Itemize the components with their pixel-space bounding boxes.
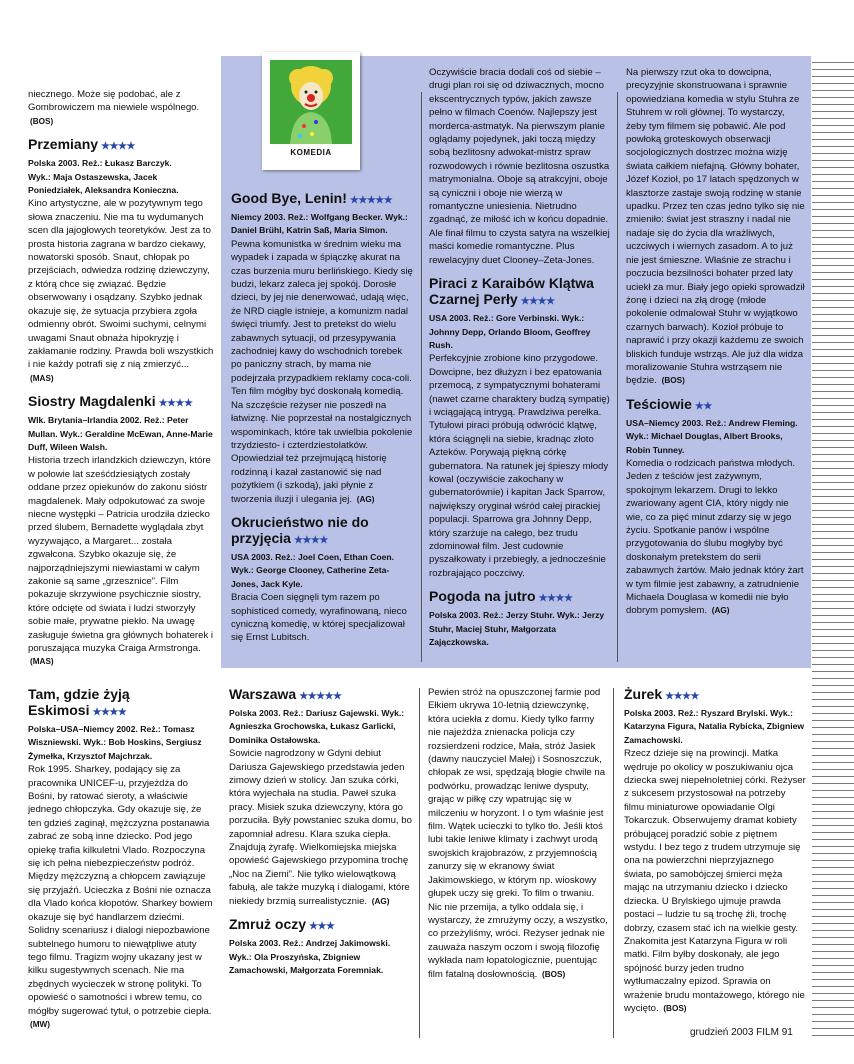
review-title: Good Bye, Lenin! ★★★★★ <box>231 190 393 206</box>
review-title: Teściowie ★★ <box>626 395 712 412</box>
author-tag: (BOS) <box>542 969 566 979</box>
rating-stars: ★★★★ <box>158 398 193 410</box>
review-meta: Wlk. Brytania–Irlandia 2002. Reż.: Peter Mullan. Wyk.: Geraldine McEwan, Anne-Marie Duff, Wileen Walsh. <box>28 415 213 452</box>
review-meta: Polska 2003. Reż.: Jerzy Stuhr. Wyk.: Jerzy Stuhr, Maciej Stuhr, Małgorzata Zajączkowska. <box>429 610 605 648</box>
column-divider <box>421 92 422 662</box>
author-tag: (BOS) <box>30 116 54 126</box>
intro-text: niecznego. Może się podobać, ale z Gombrowiczem ma niewiele wspólnego. <box>28 89 200 114</box>
review-body: Bracia Coen sięgnęli tym razem po sophisticed comedy, wyrafinowaną, nieco cyniczną komedię, w której specjalizował się Ernst Lubitsch. <box>231 592 407 644</box>
review-body: Na pierwszy rzut oka to dowcipna, precyzyjnie skonstruowana i sprawnie opowiedziana komedia w stylu Stuhra ze Stuhrem w roli głównej. To wystarczy, żeby tym filmem się pobawić. Ale pod powłoką groteskowych obserwacji socjologicznych dostrzec można wizję świata całkiem niefajną. Główny bohater, Józef Kozioł, po 17 latach spędzonych w klasztorze zastaje swoją rodzinę w stanie upadku. Przez ten czas jedno tylko się nie zmieniło: świat jest straszny i nadal nie nadaje się do życia dla wrażliwych, uczciwych i wiernych zasadom. A to już nie jest śmieszne. Właśnie ze strachu i poczucia bezsilności bohater przed laty uciekł za mur. Biały jego opieki sprowadził żonę i dzieci na złą drogę (młode pokolenie odmalował Stuhr w wyjątkowo czarnych barwach). Kozioł próbuje to naprawić i przy okazji każdemu ze swoich bliskich funduje wstrząs. Ale już dla widza moralizowanie Stuhra wstrząsem nie będzie. <box>626 67 805 387</box>
review-meta: Polska 2003. Reż.: Łukasz Barczyk. <box>28 158 172 169</box>
review-meta: Wyk.: Maja Ostaszewska, Jacek Poniedziałek, Aleksandra Konieczna. <box>28 171 179 196</box>
review-title: Żurek ★★★★ <box>624 686 699 702</box>
column-3 <box>429 66 611 649</box>
author-tag: (AG) <box>711 606 730 616</box>
review-meta: Polska–USA–Niemcy 2002. Reż.: Tomasz Wiszniewski. Wyk.: Bob Hoskins, Sergiusz Żymełka, Krzysztof Majchrzak. <box>28 724 202 761</box>
author-tag: (AG) <box>356 494 375 504</box>
review-meta: Polska 2003. Reż.: Ryszard Brylski. Wyk.: Katarzyna Figura, Natalia Rybicka, Zbigniew Zamachowski. <box>624 708 805 745</box>
review-title: Tam, gdzie żyją Eskimosi ★★★★ <box>28 686 130 718</box>
review-body: Pewien stróż na opuszczonej farmie pod Ełkiem ukrywa 10-letnią dziewczynkę, która uciekła z domu. Kiedy tylko farmy nie najeżdża znienacka policja czy rozsierdzeni rodzice, Mała, stróż Jasiek (dawny nauczyciel Małej) i Sosnoszczuk, chłopak ze wsi, spędzają błogie chwile na podwórku, prowadząc leniwe dysputy, grając w piłkę czy wpatrując się w milczeniu w horyzont. I o tym właśnie jest film. Wątek ucieczki to tylko tło. Jeśli ktoś lubi takie leniwe klimaty i zachwyt urodą swojskich krajobrazów, z przyjemnością zanurzy się w ekranowy świat Jakimowskiego, w którym np. wioskowy głupek uczy się greki. To film o trwaniu. Nic nie przemija, a tylko oddala się, i wystarczy, że zmrużymy oczy, a wszystko, co przeżyliśmy, wróci. Reżyser jednak nie zauważa naszym oczom i swoją filozofię wykłada nam łopatologicznie, puentując film fatalną dosłownością. <box>428 687 608 980</box>
author-tag: (MW) <box>30 1019 51 1029</box>
review-body: Perfekcyjnie zrobione kino przygodowe. Dowcipne, bez dłużyzn i bez epatowania przemocą, z sympatycznymi bohaterami (nawet czarne charaktery budzą sympatię) i wciągającą intrygą. Prawdziwa perełka. Tytułowi piraci próbują odwrócić klątwę, która ściągnęli na siebie, kradnąc złoto Azteków. Porywają piękną córkę gubernatora. Na ratunek jej śpieszy młody kowal (oczywiście zakochany w gubernatorównie) i kapitan Jack Sparrow, największy oryginał wśród całej pirackiej populacji. Sparrowa gra Johnny Depp, który szarżuje na całego, bez trudu zdominował film. Jest cudownie pyszałkowaty i przebiegły, a jednocześnie rozbrajająco poczciwy. <box>429 353 610 579</box>
rating-stars: ★★★★ <box>665 691 699 702</box>
column-b2 <box>229 686 413 977</box>
review-title: Piraci z Karaibów Klątwa Czarnej Perły ★★★★ <box>429 275 594 308</box>
column-divider <box>617 92 618 662</box>
rating-stars: ★★★ <box>309 921 335 933</box>
comedy-polaroid <box>262 52 360 170</box>
review-body: Pewna komunistka w średnim wieku ma wypadek i zapada w śpiączkę akurat na czas burzenia muru berlińskiego. Kiedy się budzi, lekarz zaleca jej spokój. Dorosłe dzieci, by jej nie denerwować, udają więc, że NRD ciągle istnieje, a komunizm nadal święci triumfy. Jest to pretekst do wielu zabawnych sytuacji, od przesypywania zachodniej kawy do wschodnich torebek po paniczny strach, by mama nie podejrzała przypadkiem reklamy coca-coli. Ten film mógłby być doskonałą komedią. Na szczęście reżyser nie poszedł na łatwiznę. Nie poprzestał na nostalgicznych wspominkach, które tak uwielbia pokolenie trzydziesto- i czterdziestolatków. Opowiedział też przejmującą historię rodzinną i kazał zastanowić się nad pożytkiem (i szkodą), jaki płynie z tworzenia iluzji i ulegania jej. <box>231 238 413 505</box>
review-body: Rok 1995. Sharkey, podający się za pracownika UNICEF-u, przyjeżdża do Bośni, by ratować sieroty, a właściwie jednego chłopczyka. Gdy okazuje się, że ten gdzieś zaginął, mężczyzna postanawia zabrać ze sobą inne dziecko. Pod jego opiekę trafia kilkuletni Vlado. Rozpoczyna się ich pełna niebezpieczeństw podróż. Między mężczyzną a chłopcem zawiązuje się przyjaźń. Ucieczka z Bośni nie oznacza dla Vlado końca kłopotów. Sharkey bowiem okazuje się być handlarzem dziećmi. Solidny scenariusz i dialogi niepozbawione subtelnego humoru to niewątpliwe atuty tego filmu. Tragizm wojny ukazany jest w kilku sugestywnych scenach. Nie ma zbędnych wycieczek w stronę polityki. To opowieść o samotności i wbrew temu, co mógłby sugerować tytuł, o potrzebie ciepła. <box>28 764 213 1017</box>
rating-stars: ★★★★ <box>520 296 555 308</box>
rating-stars: ★★★★ <box>101 141 135 153</box>
column-2 <box>231 190 413 645</box>
column-b3 <box>428 686 608 981</box>
review-meta: USA–Niemcy 2003. Reż.: Andrew Fleming. Wyk.: Michael Douglas, Albert Brooks, Robin Tunney. <box>626 417 798 455</box>
author-tag: (BOS) <box>661 376 685 386</box>
review-meta: USA 2003. Reż.: Gore Verbinski. Wyk.: Johnny Depp, Orlando Bloom, Geoffrey Rush. <box>429 313 591 350</box>
author-tag: (BOS) <box>663 1003 687 1013</box>
review-body: Sowicie nagrodzony w Gdyni debiut Dariusza Gajewskiego przedstawia jeden zimowy dzień w stolicy. Jan szuka córki, która wyjechała na studia. Paweł szuka pracy. Misiek szuka dziewczyny, która go porzuciła. Były powstaniec szuka domu, bo zapomniał adresu. Klara szuka ciepła. Znajdują żyrafę. Wielkomiejska miejska opowieść Gajewskiego przypomina trochę „Noc na Ziemi”. Nie tylko wielowątkową fabułą, ale także muzyką i dialogami, które niekiedy brzmią surrealistycznie. <box>229 748 412 907</box>
review-body: Kino artystyczne, ale w pozytywnym tego słowa znaczeniu. Nie ma tu wydumanych scen dla jajogłowych teoretyków. Jest za to prosta historia zagrana w bardzo ciekawy, nowatorski sposób. Snaut, chłopak po przejściach, odwiedza rodzinę dziewczyny, z którą chce się związać. Będzie obserwowany i osądzany. Szybko jednak okazuje się, że sytuacja przybiera zgoła odmienny obrót. Swoimi suchymi, celnymi uwagami Snaut obnaża hipokryzję i zakłamanie rodziny. Prawda boli wszystkich i nie każdy potrafi się z nią zmierzyć... <box>28 198 214 371</box>
review-title: Zmruż oczy ★★★ <box>229 916 335 933</box>
author-tag: (AG) <box>371 896 390 906</box>
rating-stars: ★★★★★ <box>349 195 393 206</box>
review-title: Warszawa ★★★★★ <box>229 686 342 702</box>
column-b1 <box>28 686 214 1031</box>
column-divider <box>613 688 614 1038</box>
review-meta: USA 2003. Reż.: Joel Coen, Ethan Coen. Wyk.: George Clooney, Catherine Zeta-Jones, Jack Kyle. <box>231 551 394 589</box>
column-1 <box>28 88 214 669</box>
rating-stars: ★★★★ <box>293 534 328 546</box>
review-body: Komedia o rodzicach państwa młodych. Jeden z teściów jest zażywnym, spokojnym lekarzem. Drugi to lekko zwariowany agent CIA, który nigdy nie wie, co za pięć minut zdarzy się w jego życiu. Spotkanie panów i wspólne przygotowania do ślubu mogłyby być doskonałym pretekstem do serii zabawnych żartów. Mało jednak który żart w tym filmie jest zabawny, a zatrudnienie Michaela Douglasa w komedii nie było dobrym pomysłem. <box>626 457 804 617</box>
review-title: Okrucieństwo nie do przyjęcia ★★★★ <box>231 513 369 546</box>
column-4 <box>626 66 806 618</box>
review-title: Pogoda na jutro ★★★★ <box>429 588 573 605</box>
genre-caption: KOMEDIA <box>290 148 332 157</box>
author-tag: (MAS) <box>30 657 54 667</box>
rating-stars: ★★ <box>694 400 712 412</box>
review-meta: Polska 2003. Reż.: Dariusz Gajewski. Wyk.: Agnieszka Grochowska, Łukasz Garlicki, Dominika Ostałowska. <box>229 708 405 745</box>
review-meta: Niemcy 2003. Reż.: Wolfgang Becker. Wyk.: Daniel Brühl, Katrin Saß, Maria Simon. <box>231 212 408 236</box>
review-body: Oczywiście bracia dodali coś od siebie – drugi plan roi się od dziwacznych, mocno ekscentrycznych typów, jakich zawsze pełno w filmach Coenów. Najlepszy jest morderca-astmatyk. Na pierwszym planie oglądamy pojedynek, jaki toczą między sobą bezlitosny adwokat-mistrz spraw rozwodowych i równie bezlitosna oszustka matrymonialna. Oboje są atrakcyjni, oboje są cyniczni i oboje nie wierzą w romantyczne uniesienia. Nietrudno zgadnąć, że miłość ich w końcu dopadnie. Ale finał filmu to czysta satyra na wszelkiej maści komedie romantyczne. Plus rewelacyjny duet Clooney–Zeta-Jones. <box>429 67 610 266</box>
clown-illustration <box>270 60 352 144</box>
author-tag: (MAS) <box>30 373 54 383</box>
rating-stars: ★★★★ <box>92 707 127 718</box>
review-body: Historia trzech irlandzkich dziewczyn, które w połowie lat sześćdziesiątych zostały oddane przez opiekunów do zakonu sióstr magdalenek. Mały odpokutować za swoje niecne występki – Patricia urodziła dziecko przed ślubem, Bernadette wyglądała zbyt wyzywająco, a Margaret... została zgwałcona. Szybko okazuje się, że najporządniejszymi niewiastami w całym zakonie są same „grzesznice”. Film pokazuje skrzywione psychicznie siostry, które odcięte od świata i ludzi stworzyły sobie małe, prywatne piekło. Na uwagę zasługuje świetna gra głównych bohaterek i poruszająca muzyka Craiga Armstronga. <box>28 455 214 655</box>
review-meta: Polska 2003. Reż.: Andrzej Jakimowski. Wyk.: Ola Proszyńska, Zbigniew Zamachowski, Małgorzata Foremniak. <box>229 938 391 975</box>
column-b4 <box>624 686 806 1015</box>
decorative-rules <box>812 56 854 1041</box>
column-divider <box>419 688 420 1038</box>
review-title: Przemiany ★★★★ <box>28 136 135 153</box>
page-footer: grudzień 2003 FILM 91 <box>690 1027 793 1038</box>
review-body: Rzecz dzieje się na prowincji. Matka wędruje po okolicy w poszukiwaniu ojca dziecka swej niepełnoletniej córki. Reżyser z sukcesem przystosował na potrzeby filmu miniaturowe opowiadanie Olgi Tokarczuk. Obserwujemy dramat kobiety próbującej poradzić sobie z piętnem wstydu. I bez tego z trudem utrzymuje się ona na powierzchni nieprzyjaznego świata, po samobójczej śmierci męża mając na utrzymaniu dziecko i dziecko dziecka. U Brylskiego ujmuje prawda postaci – ludzie tu są trochę źli, trochę dobrzy, czasem stać ich na wielkie gesty. Znakomita jest Katarzyna Figura w roli matki. Film byłby doskonały, ale jego spójność burzy jeden trudno wytłumaczalny epizod. Sprawia on wrażenie brudu montażowego, którego nie wycięto. <box>624 748 806 1014</box>
rating-stars: ★★★★ <box>538 593 573 605</box>
review-title: Siostry Magdalenki ★★★★ <box>28 393 193 410</box>
rating-stars: ★★★★★ <box>299 691 342 702</box>
